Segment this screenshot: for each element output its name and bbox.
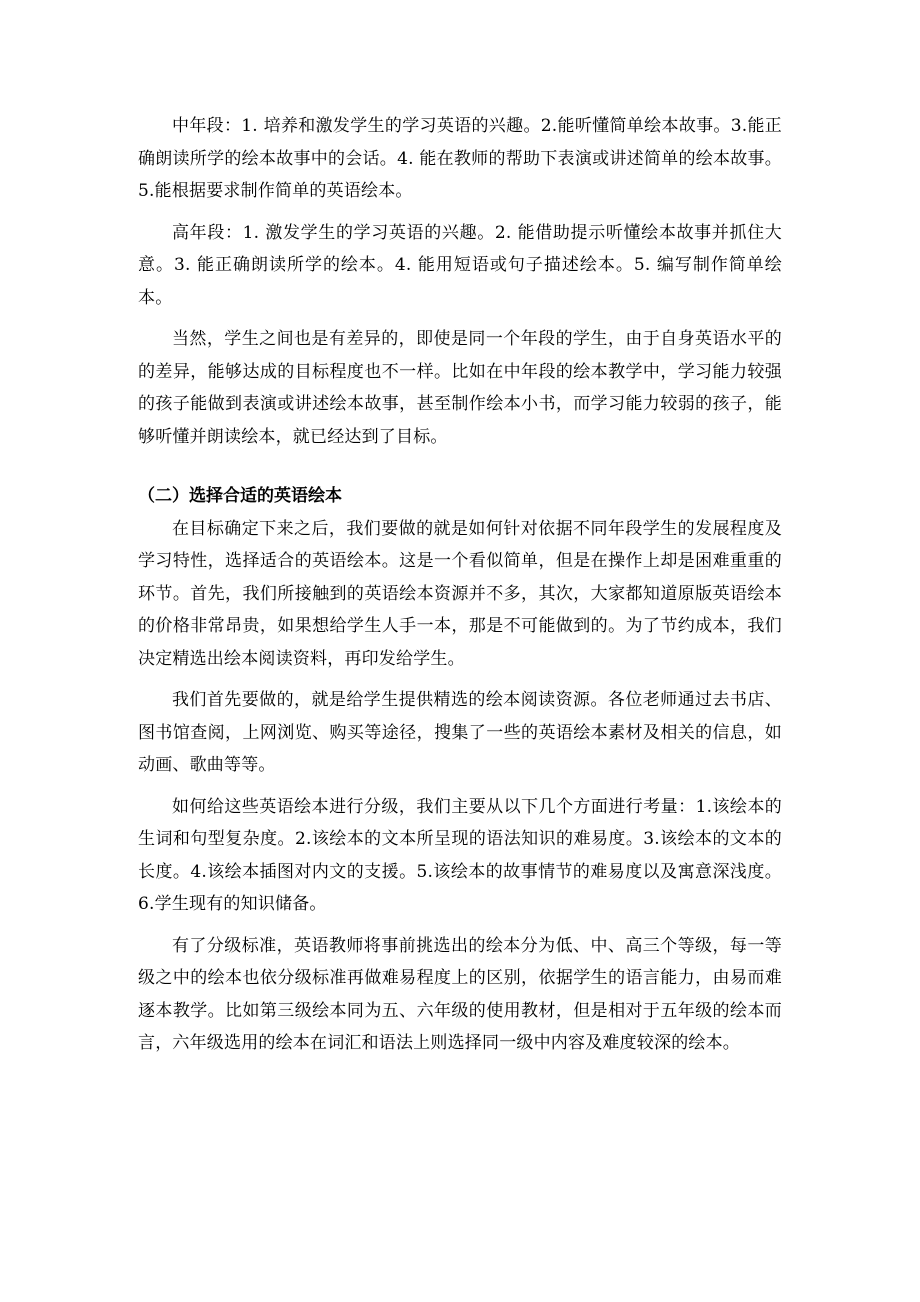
paragraph-middle-grade-goals: 中年段：1. 培养和激发学生的学习英语的兴趣。2.能听懂简单绘本故事。3.能正确朗读所学的绘本故事中的会话。4. 能在教师的帮助下表演或讲述简单的绘本故事。5.能根据要求制作简单的英语绘本。 [138,116,782,201]
paragraph-upper-grade-goals: 高年段：1. 激发学生的学习英语的兴趣。2. 能借助提示听懂绘本故事并抓住大意。3. 能正确朗读所学的绘本。4. 能用短语或句子描述绘本。5. 编写制作简单绘本。 [138,222,782,308]
paragraph-grading-levels: 有了分级标准，英语教师将事前挑选出的绘本分为低、中、高三个等级，每一等级之中的绘本也依分级标准再做难易程度上的区别，依据学生的语言能力，由易而难逐本教学。比如第三级绘本同为五、六年级的使用教材，但是相对于五年级的绘本而言，六年级选用的绘本在词汇和语法上则选择同一级中内容及难度较深的绘本。 [138,935,782,1053]
paragraph-student-differences: 当然，学生之间也是有差异的，即使是同一个年段的学生，由于自身英语水平的的差异，能够达成的目标程度也不一样。比如在中年段的绘本教学中，学习能力较强的孩子能做到表演或讲述绘本故事，甚至制作绘本小书，而学习能力较弱的孩子，能够听懂并朗读绘本，就已经达到了目标。 [138,329,782,447]
document-page [138,110,782,1060]
paragraph-resource-collection: 我们首先要做的，就是给学生提供精选的绘本阅读资源。各位老师通过去书店、图书馆查阅，上网浏览、购买等途径，搜集了一些的英语绘本素材及相关的信息，如动画、歌曲等等。 [138,690,782,775]
paragraph-grading-criteria: 如何给这些英语绘本进行分级，我们主要从以下几个方面进行考量：1.该绘本的生词和句型复杂度。2.该绘本的文本所呈现的语法知识的难易度。3.该绘本的文本的长度。4.该绘本插图对内文的支援。5.该绘本的故事情节的难易度以及寓意深浅度。6.学生现有的知识储备。 [138,796,782,914]
paragraph-selection-intro: 在目标确定下来之后，我们要做的就是如何针对依据不同年段学生的发展程度及学习特性，选择适合的英语绘本。这是一个看似简单，但是在操作上却是困难重重的环节。首先，我们所接触到的英语绘本资源并不多，其次，大家都知道原版英语绘本的价格非常昂贵，如果想给学生人手一本，那是不可能做到的。为了节约成本，我们决定精选出绘本阅读资料，再印发给学生。 [138,518,782,669]
section-heading: （二）选择合适的英语绘本 [138,486,342,506]
section-spacer [138,453,782,480]
